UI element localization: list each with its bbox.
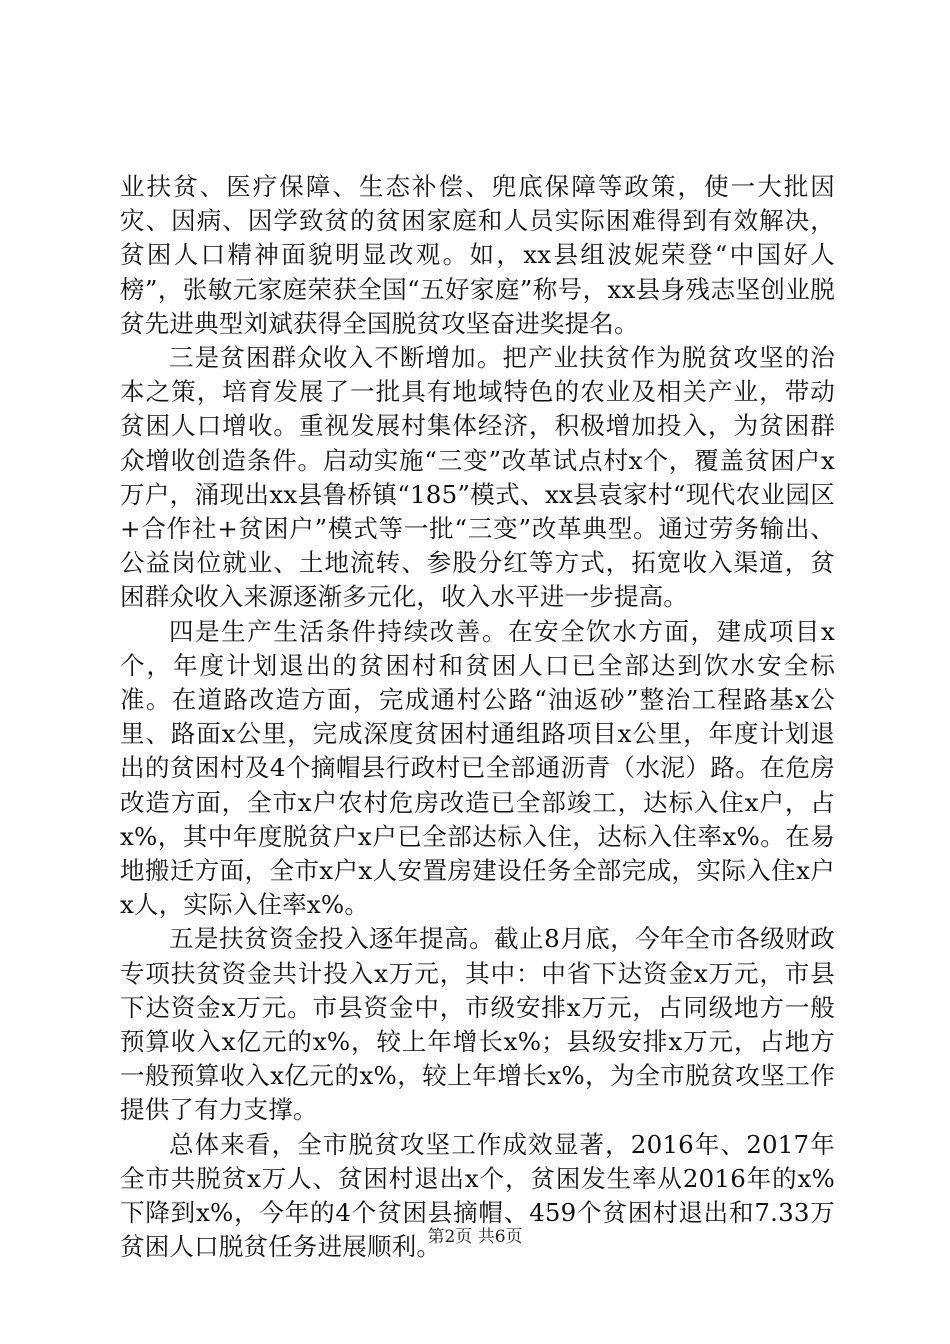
paragraph-summary: 总体来看，全市脱贫攻坚工作成效显著，2016年、2017年全市共脱贫x万人、贫困村退出x个，贫困发生率从2016年的x%下降到x%，今年的4个贫困县摘帽、459个贫困村退出和7.33万贫困人口脱贫任务进展顺利。 — [120, 1129, 835, 1262]
page-number-footer: 第2页 共6页 — [427, 1227, 523, 1247]
document-body — [120, 170, 835, 1265]
paragraph-continued: 业扶贫、医疗保障、生态补偿、兜底保障等政策，使一大批因灾、因病、因学致贫的贫困家庭和人员实际困难得到有效解决，贫困人口精神面貌明显改观。如，xx县组波妮荣登“中国好人榜”，张敏元家庭荣获全国“五好家庭”称号，xx县身残志坚创业脱贫先进典型刘斌获得全国脱贫攻坚奋进奖提名。 — [120, 172, 835, 338]
paragraph-funding: 五是扶贫资金投入逐年提高。截止8月底，今年全市各级财政专项扶贫资金共计投入x万元，其中：中省下达资金x万元，市县下达资金x万元。市县资金中，市级安排x万元，占同级地方一般预算收入x亿元的x%，较上年增长x%；县级安排x万元，占地方一般预算收入x亿元的x%，较上年增长x%，为全市脱贫攻坚工作提供了有力支撑。 — [120, 924, 835, 1125]
paragraph-living-conditions: 四是生产生活条件持续改善。在安全饮水方面，建成项目x个，年度计划退出的贫困村和贫困人口已全部达到饮水安全标准。在道路改造方面，完成通村公路“油返砂”整治工程路基x公里、路面x公里，完成深度贫困村通组路项目x公里，年度计划退出的贫困村及4个摘帽县行政村已全部通沥青（水泥）路。在危房改造方面，全市x户农村危房改造已全部竣工，达标入住x户，占x%，其中年度脱贫户x户已全部达标入住，达标入住率x%。在易地搬迁方面，全市x户x人安置房建设任务全部完成，实际入住x户x人，实际入住率x%。 — [120, 616, 835, 920]
paragraph-income: 三是贫困群众收入不断增加。把产业扶贫作为脱贫攻坚的治本之策，培育发展了一批具有地域特色的农业及相关产业，带动贫困人口增收。重视发展村集体经济，积极增加投入，为贫困群众增收创造条件。启动实施“三变”改革试点村x个，覆盖贫困户x万户，涌现出xx县鲁桥镇“185”模式、xx县袁家村“现代农业园区+合作社+贫困户”模式等一批“三变”改革典型。通过劳务输出、公益岗位就业、土地流转、参股分红等方式，拓宽收入渠道，贫困群众收入来源逐渐多元化，收入水平进一步提高。 — [120, 343, 835, 612]
